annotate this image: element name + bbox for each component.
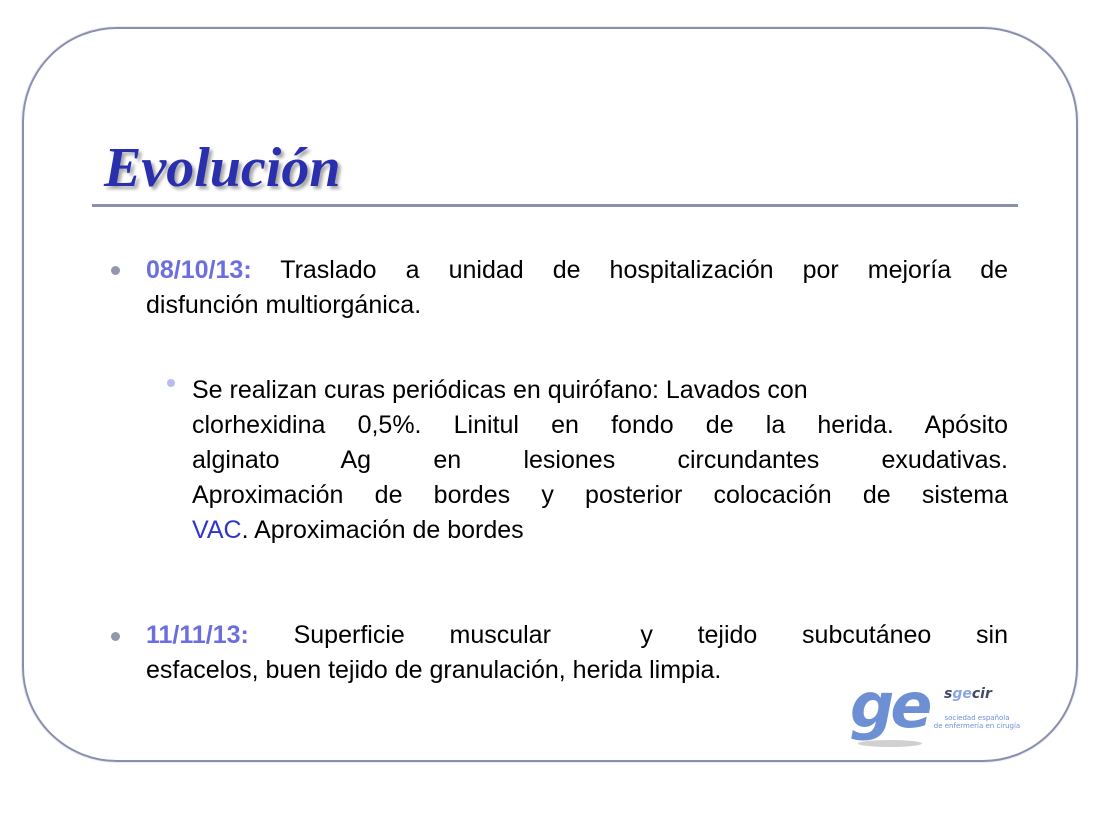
sgecir-logo <box>848 669 1026 756</box>
sub-list-item <box>192 373 1008 548</box>
logo-brand-prefix: s <box>944 686 953 702</box>
item-line: clorhexidina 0,5%. Linitul en fondo de la herida. Apósito <box>192 411 1008 439</box>
item-text: . Aproximación de bordes <box>241 516 524 544</box>
item-text: Se realizan curas periódicas en quirófano: Lavados con <box>192 376 808 404</box>
item-text: Traslado a unidad de hospitalización por mejoría de <box>251 256 1008 284</box>
item-line <box>146 253 1008 288</box>
item-line <box>192 373 1008 408</box>
item-line <box>146 618 1008 653</box>
bullet-icon <box>111 266 120 275</box>
slide-title: Evolución <box>104 137 341 199</box>
item-line: alginato Ag en lesiones circundantes exudativas. <box>192 446 1008 474</box>
item-date: 11/11/13: <box>146 621 249 649</box>
logo-tagline-2: de enfermería en cirugía <box>933 722 1021 730</box>
item-line: esfacelos, buen tejido de granulación, herida limpia. <box>146 656 722 684</box>
item-text: Superficie muscular y tejido subcutáneo sin <box>248 621 1008 649</box>
item-line: Aproximación de bordes y posterior colocación de sistema <box>192 481 1008 509</box>
item-line: disfunción multiorgánica. <box>146 291 422 319</box>
logo-tagline-1: sociedad española <box>944 714 1010 722</box>
bullet-icon <box>111 632 120 641</box>
logo-brand <box>944 686 992 702</box>
item-line <box>192 513 1008 548</box>
logo-brand-suffix: cir <box>971 686 992 702</box>
item-date: 08/10/13: <box>146 256 252 284</box>
list-item <box>146 253 1008 323</box>
logo-mark: ge <box>850 669 929 742</box>
vac-link[interactable]: VAC <box>192 516 242 544</box>
logo-brand-mid: ge <box>952 686 972 702</box>
logo-shadow <box>858 740 922 747</box>
sub-bullet-icon <box>167 379 175 387</box>
